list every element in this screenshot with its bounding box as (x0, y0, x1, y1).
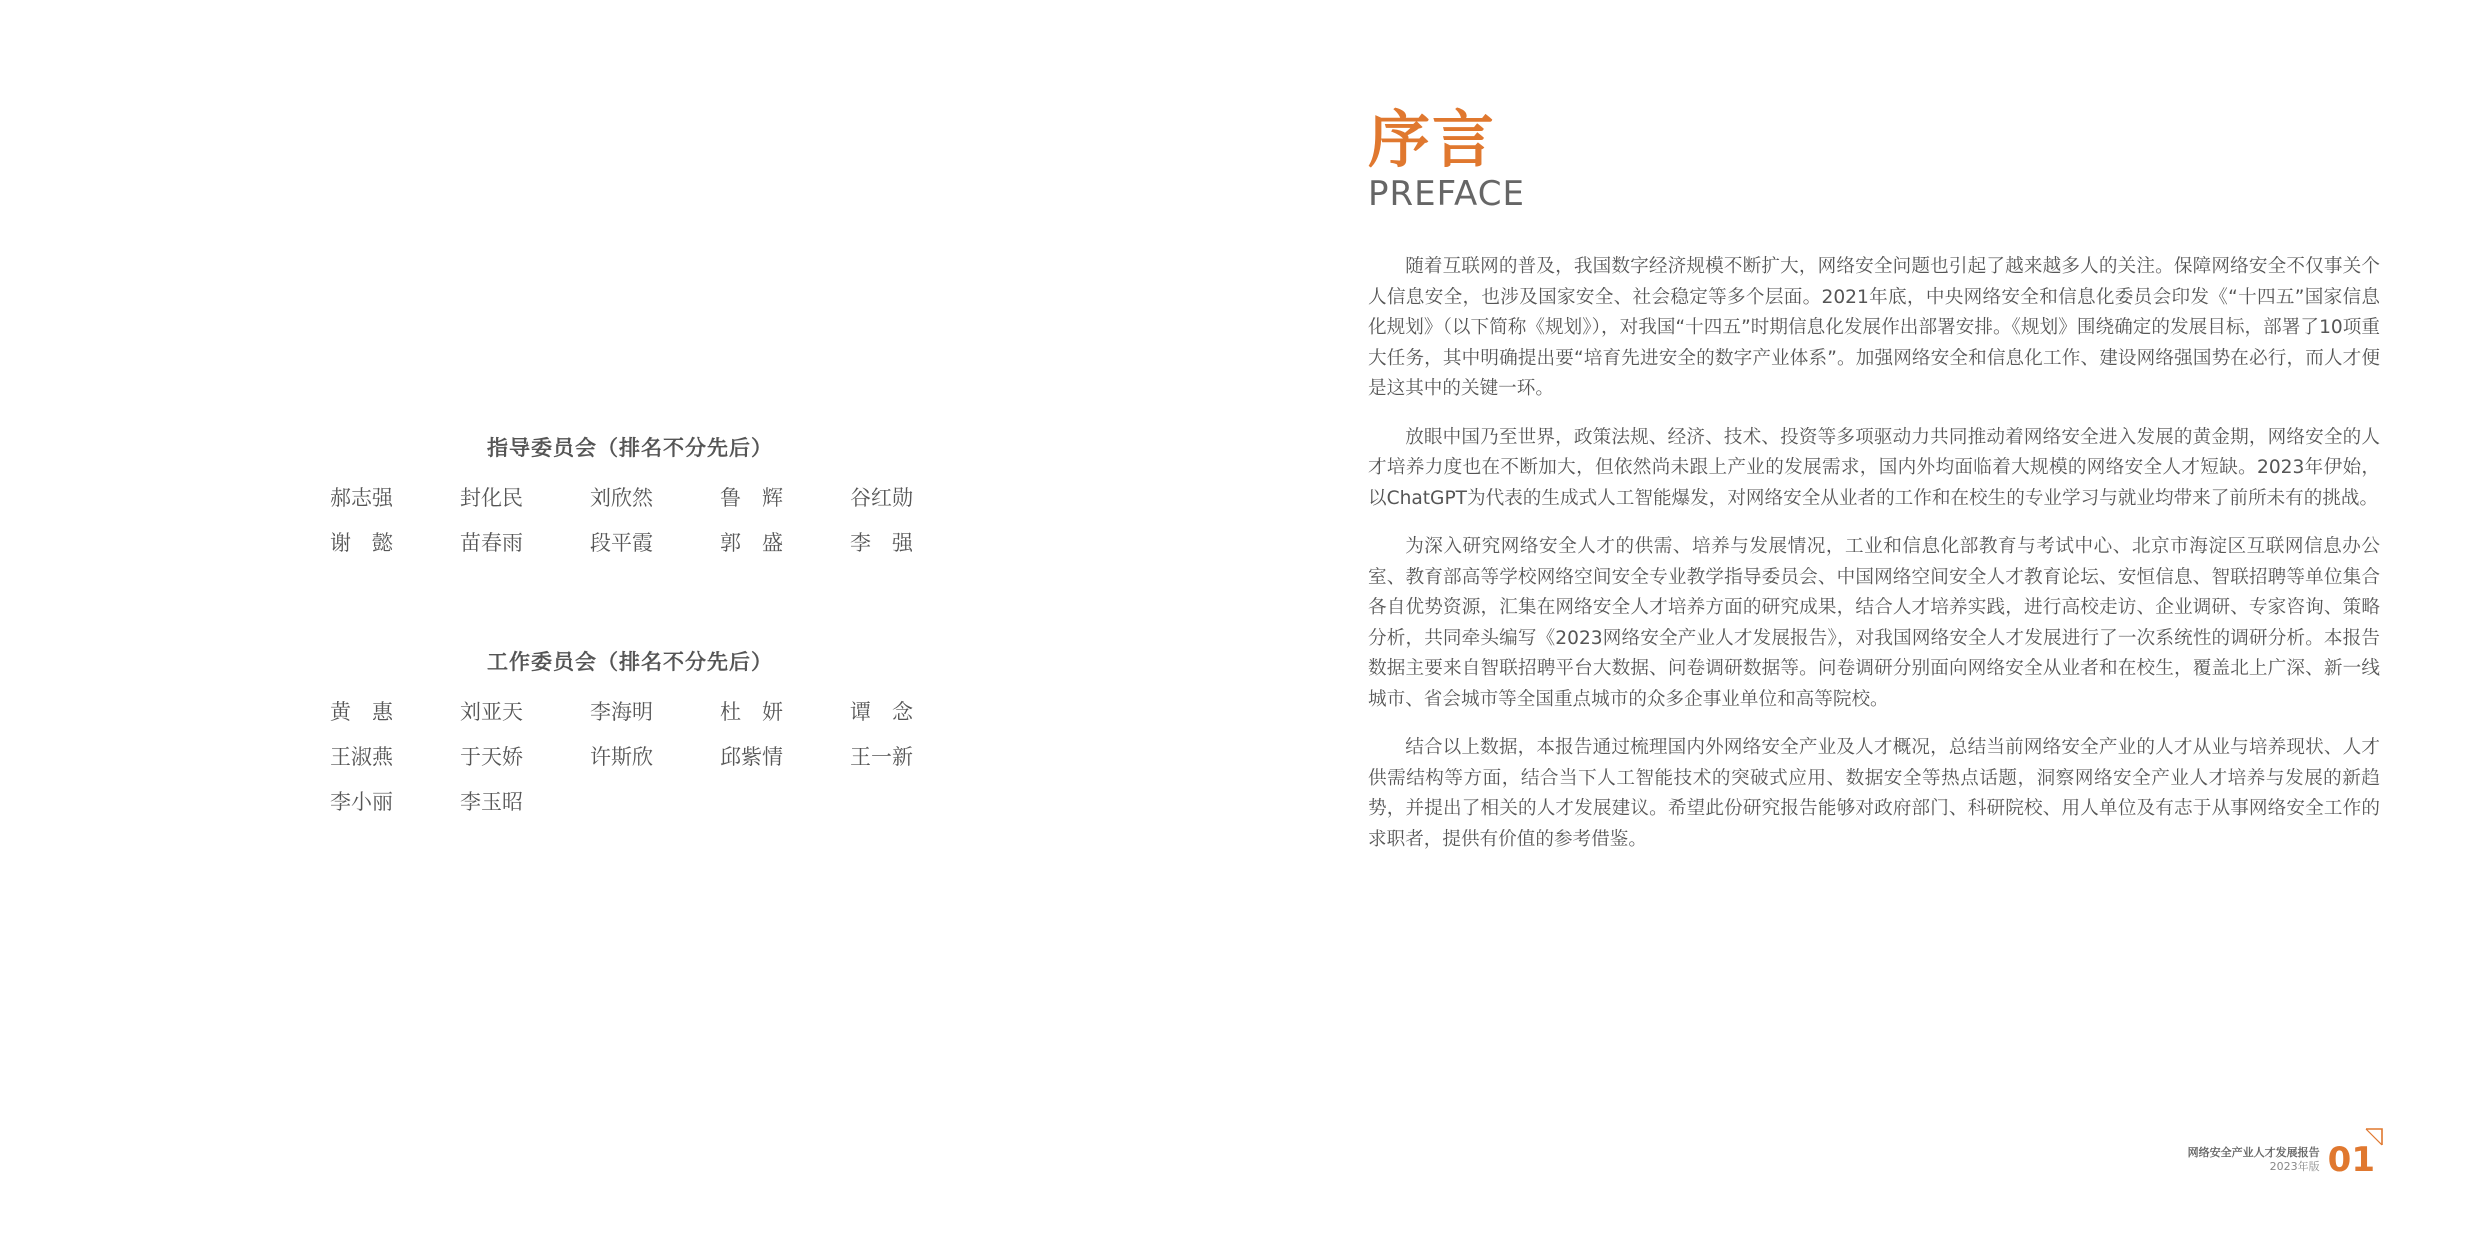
preface-paragraph: 放眼中国乃至世界，政策法规、经济、技术、投资等多项驱动力共同推动着网络安全进入发展的黄金期，网络安全的人才培养力度也在不断加大，但依然尚未跟上产业的发展需求，国内外均面临着大规模的网络安全人才短缺。2023年伊始，以ChatGPT为代表的生成式人工智能爆发，对网络安全从业者的工作和在校生的专业学习与就业均带来了前所未有的挑战。 (1368, 426, 2380, 509)
footer-report-title: 网络安全产业人才发展报告 (2187, 1146, 2320, 1159)
preface-paragraph: 为深入研究网络安全人才的供需、培养与发展情况，工业和信息化部教育与考试中心、北京市海淀区互联网信息办公室、教育部高等学校网络空间安全专业教学指导委员会、中国网络空间安全人才教育论坛、安恒信息、智联招聘等单位集合各自优势资源，汇集在网络安全人才培养方面的研究成果，结合人才培养实践，进行高校走访、企业调研、专家咨询、策略分析，共同牵头编写《2023网络安全产业人才发展报告》，对我国网络安全人才发展进行了一次系统性的调研分析。本报告数据主要来自智联招聘平台大数据、问卷调研数据等。问卷调研分别面向网络安全从业者和在校生，覆盖北上广深、新一线城市、省会城市等全国重点城市的众多企事业单位和高等院校。 (1368, 536, 2380, 710)
member-name: 郭 盛 (720, 531, 783, 555)
guide-committee-section (330, 432, 930, 557)
member-name: 谢 懿 (330, 531, 393, 555)
member-name: 刘欣然 (590, 486, 653, 510)
member-name: 王一新 (850, 745, 913, 769)
corner-bracket-icon (2365, 1128, 2383, 1146)
preface-paragraph: 随着互联网的普及，我国数字经济规模不断扩大，网络安全问题也引起了越来越多人的关注。保障网络安全不仅事关个人信息安全，也涉及国家安全、社会稳定等多个层面。2021年底，中央网络安全和信息化委员会印发《“十四五”国家信息化规划》（以下简称《规划》），对我国“十四五”时期信息化发展作出部署安排。《规划》围绕确定的发展目标，部署了10项重大任务，其中明确提出要“培育先进安全的数字产业体系”。加强网络安全和信息化工作、建设网络强国势在必行，而人才便是这其中的关键一环。 (1368, 256, 2380, 399)
member-name: 王淑燕 (330, 745, 393, 769)
guide-committee-title: 指导委员会（排名不分先后） (487, 436, 773, 460)
guide-committee-members (330, 484, 930, 557)
page-number-block (2328, 1142, 2375, 1178)
member-name: 于天娇 (460, 745, 523, 769)
member-name: 许斯欣 (590, 745, 653, 769)
member-name: 郝志强 (330, 486, 393, 510)
member-name: 李小丽 (330, 790, 393, 814)
member-name: 邱紫情 (720, 745, 783, 769)
preface-body (1368, 252, 2380, 855)
footer-text (2188, 1146, 2320, 1174)
member-name: 鲁 辉 (720, 486, 783, 510)
member-name: 李玉昭 (460, 790, 523, 814)
preface-paragraph: 结合以上数据，本报告通过梳理国内外网络安全产业及人才概况，总结当前网络安全产业的人才从业与培养现状、人才供需结构等方面，结合当下人工智能技术的突破式应用、数据安全等热点话题，洞察网络安全产业人才培养与发展的新趋势，并提出了相关的人才发展建议。希望此份研究报告能够对政府部门、科研院校、用人单位及有志于从事网络安全工作的求职者，提供有价值的参考借鉴。 (1368, 737, 2380, 850)
member-name: 黄 惠 (330, 700, 393, 724)
footer-edition: 2023年版 (2269, 1160, 2320, 1173)
member-name: 封化民 (460, 486, 523, 510)
preface-subtitle: PREFACE (1368, 174, 1525, 214)
member-name: 段平霞 (590, 531, 653, 555)
member-name: 苗春雨 (460, 531, 523, 555)
member-name: 刘亚天 (460, 700, 523, 724)
preface-title: 序言 (1368, 103, 1497, 176)
work-committee-section (330, 646, 930, 816)
work-committee-members (330, 698, 930, 816)
member-name: 谷红勋 (850, 486, 913, 510)
member-name: 李 强 (850, 531, 913, 555)
page-footer (2188, 1142, 2375, 1178)
work-committee-title: 工作委员会（排名不分先后） (487, 650, 773, 674)
preface-section (1368, 103, 2380, 873)
member-name: 李海明 (590, 700, 653, 724)
member-name: 杜 妍 (720, 700, 783, 724)
member-name: 谭 念 (850, 700, 913, 724)
page-number: 01 (2327, 1140, 2375, 1180)
